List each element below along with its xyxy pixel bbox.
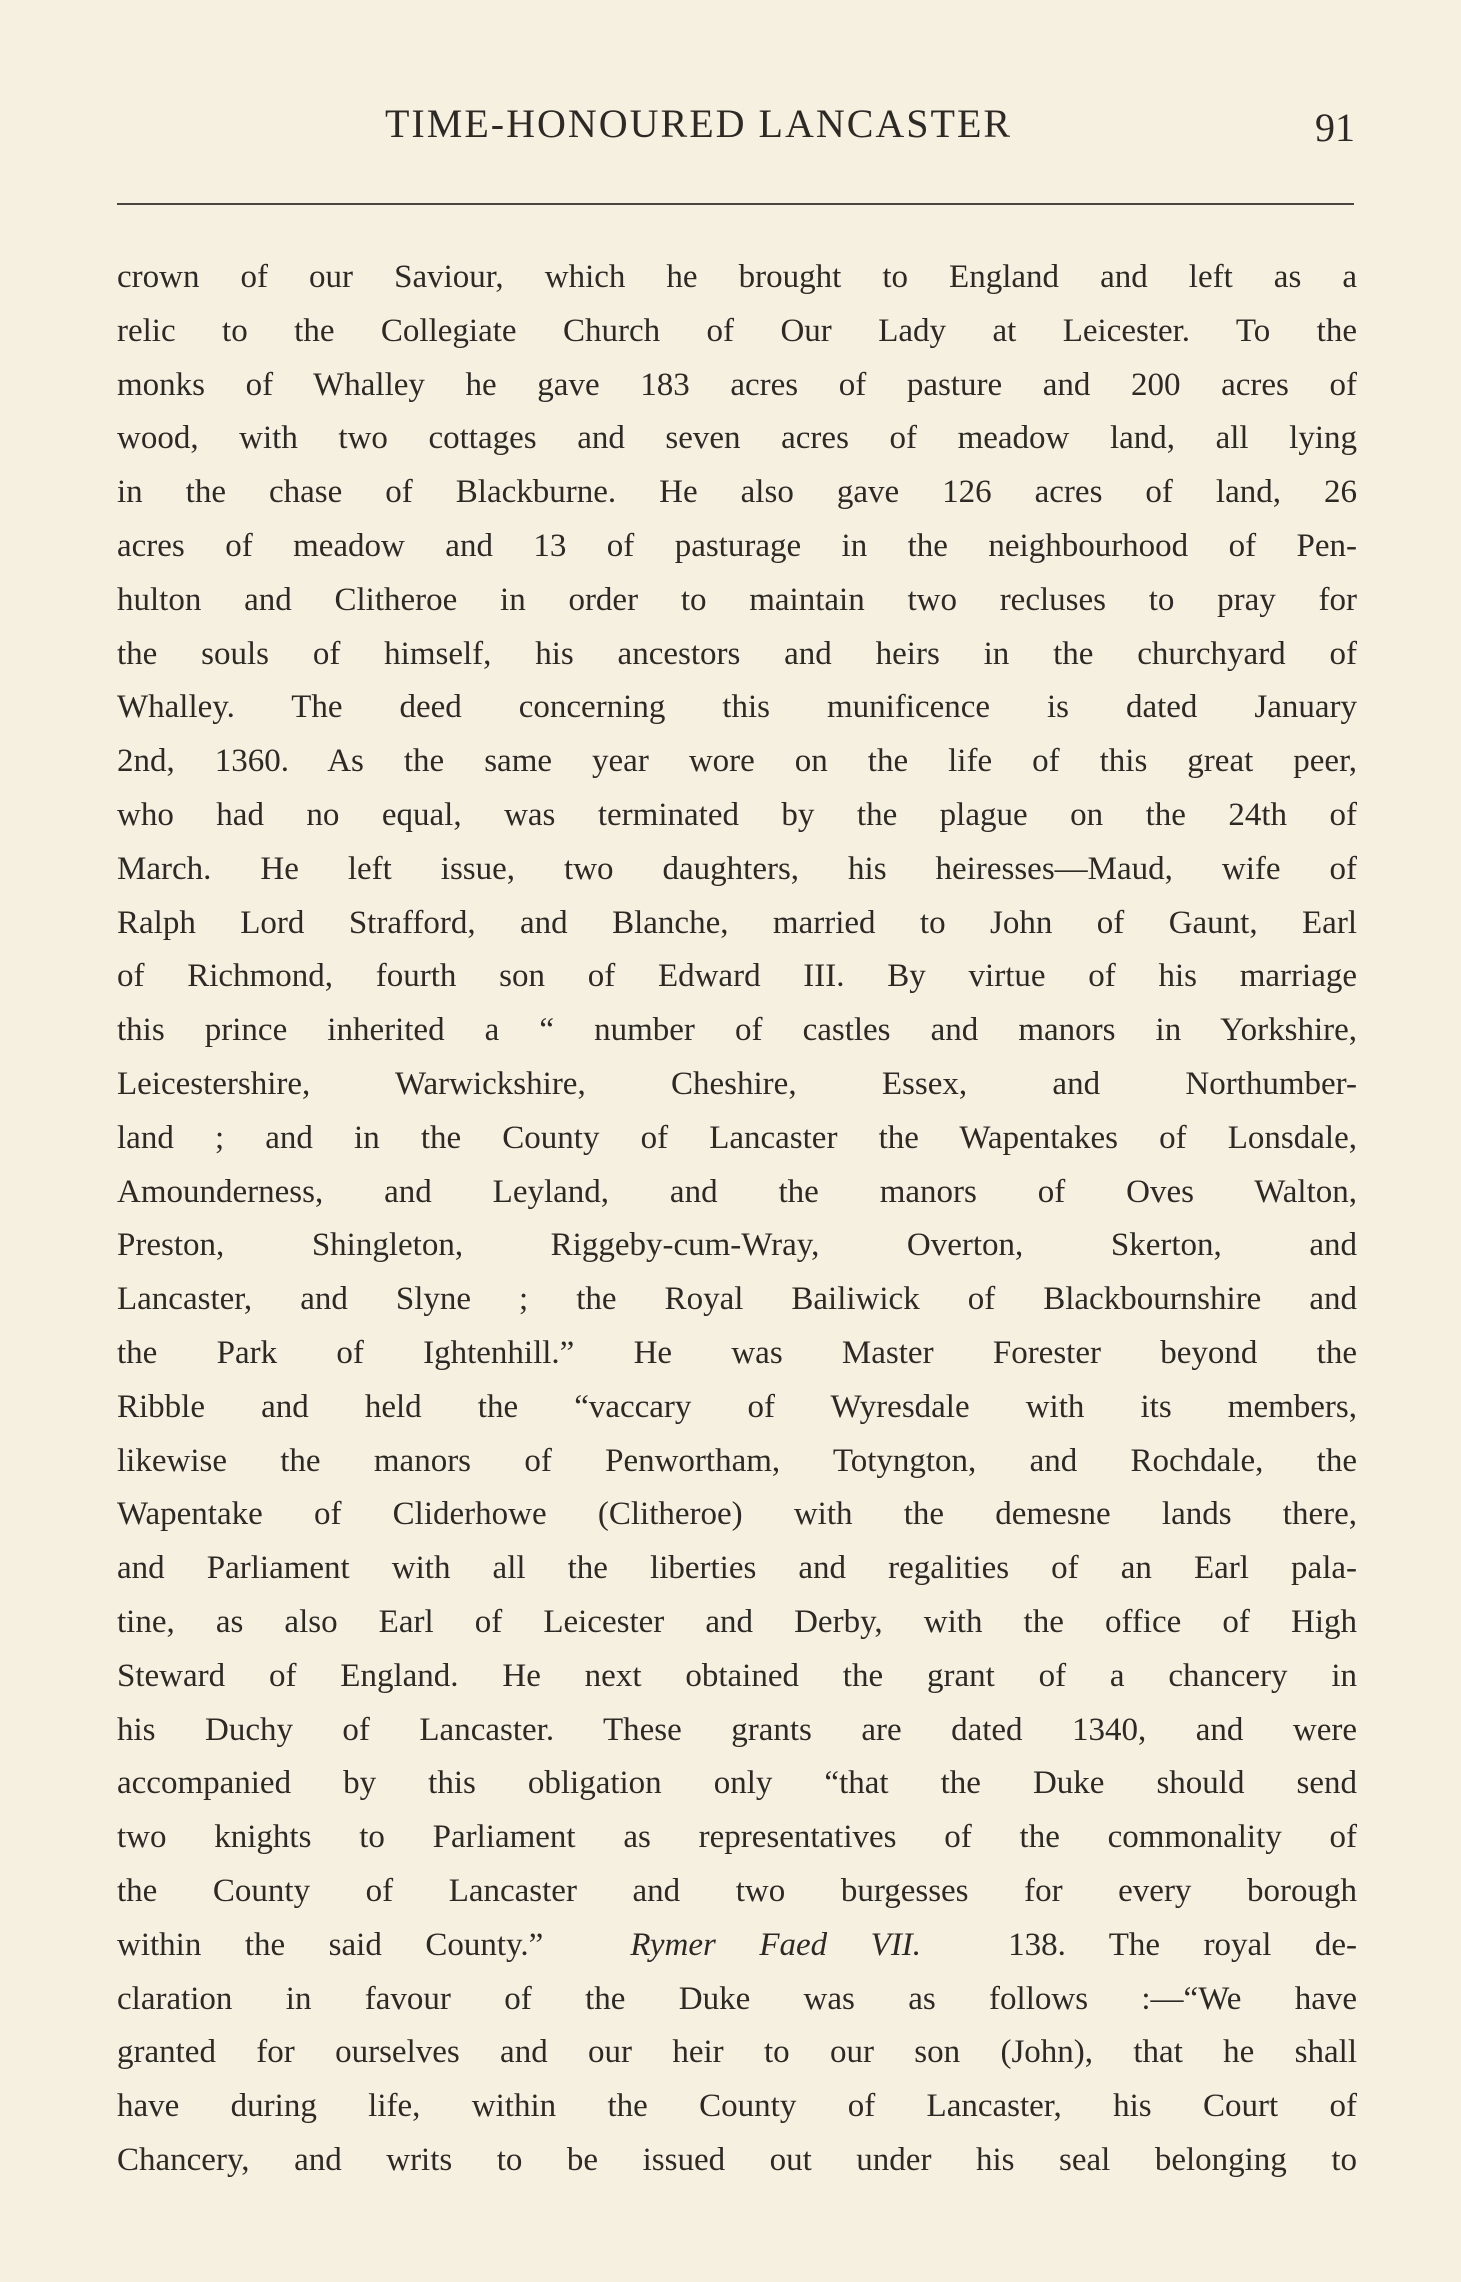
text-line: Wapentake of Cliderhowe (Clitheroe) with the demesne lands there, [117, 1496, 1357, 1533]
text-line: monks of Whalley he gave 183 acres of pasture and 200 acres of [117, 366, 1357, 403]
text-line: Lancaster, and Slyne ; the Royal Bailiwick of Blackbournshire and [117, 1281, 1357, 1318]
text-line: likewise the manors of Penwortham, Totyngton, and Rochdale, the [117, 1442, 1357, 1479]
text-line: and Parliament with all the liberties and regalities of an Earl pala- [117, 1550, 1357, 1587]
running-title: TIME-HONOURED LANCASTER [385, 101, 1013, 146]
text-line: Ribble and held the “vaccary of Wyresdale with its members, [117, 1388, 1357, 1425]
text-line: two knights to Parliament as representatives of the commonality of [117, 1819, 1357, 1856]
text-line: wood, with two cottages and seven acres of meadow land, all lying [117, 420, 1357, 457]
text-line: granted for ourselves and our heir to our son (John), that he shall [117, 2034, 1357, 2071]
citation-before: within the said County.” [117, 1926, 544, 1963]
page-number: 91 [1315, 105, 1355, 150]
text-line: have during life, within the County of Lancaster, his Court of [117, 2088, 1357, 2125]
text-line: 2nd, 1360. As the same year wore on the life of this great peer, [117, 743, 1357, 780]
body-text [117, 250, 1357, 2187]
text-line: hulton and Clitheroe in order to maintain two recluses to pray for [117, 581, 1357, 618]
text-line: who had no equal, was terminated by the plague on the 24th of [117, 796, 1357, 833]
text-line: the County of Lancaster and two burgesses for every borough [117, 1872, 1357, 1909]
text-line: of Richmond, fourth son of Edward III. By virtue of his marriage [117, 958, 1357, 995]
text-line: Chancery, and writs to be issued out under his seal belonging to [117, 2141, 1357, 2178]
text-line: acres of meadow and 13 of pasturage in the neighbourhood of Pen- [117, 527, 1357, 564]
text-line: Ralph Lord Strafford, and Blanche, married to John of Gaunt, Earl [117, 904, 1357, 941]
text-line: his Duchy of Lancaster. These grants are dated 1340, and were [117, 1711, 1357, 1748]
citation-reference: Rymer Faed VII. [630, 1926, 922, 1963]
header-rule [117, 203, 1354, 205]
text-line: claration in favour of the Duke was as follows :—“We have [117, 1980, 1357, 2017]
text-line: in the chase of Blackburne. He also gave 126 acres of land, 26 [117, 474, 1357, 511]
text-line-citation [117, 1918, 1357, 1972]
text-line: crown of our Saviour, which he brought to England and left as a [117, 259, 1357, 295]
text-line: tine, as also Earl of Leicester and Derby, with the office of High [117, 1603, 1357, 1640]
text-line: this prince inherited a “ number of castles and manors in Yorkshire, [117, 1012, 1357, 1049]
text-line: Preston, Shingleton, Riggeby-cum-Wray, Overton, Skerton, and [117, 1227, 1357, 1264]
text-line: March. He left issue, two daughters, his heiresses—Maud, wife of [117, 850, 1357, 887]
text-line: relic to the Collegiate Church of Our Lady at Leicester. To the [117, 312, 1357, 349]
text-line: Leicestershire, Warwickshire, Cheshire, Essex, and Northumber- [117, 1065, 1357, 1102]
text-line: the souls of himself, his ancestors and heirs in the churchyard of [117, 635, 1357, 672]
text-line: Whalley. The deed concerning this munificence is dated January [117, 689, 1357, 726]
text-line: the Park of Ightenhill.” He was Master Forester beyond the [117, 1334, 1357, 1371]
citation-after: 138. The royal de- [1008, 1926, 1357, 1963]
running-head [113, 92, 1355, 162]
text-line: accompanied by this obligation only “that the Duke should send [117, 1765, 1357, 1802]
text-line: land ; and in the County of Lancaster the Wapentakes of Lonsdale, [117, 1119, 1357, 1156]
text-line: Steward of England. He next obtained the grant of a chancery in [117, 1657, 1357, 1694]
text-line: Amounderness, and Leyland, and the manors of Oves Walton, [117, 1173, 1357, 1210]
